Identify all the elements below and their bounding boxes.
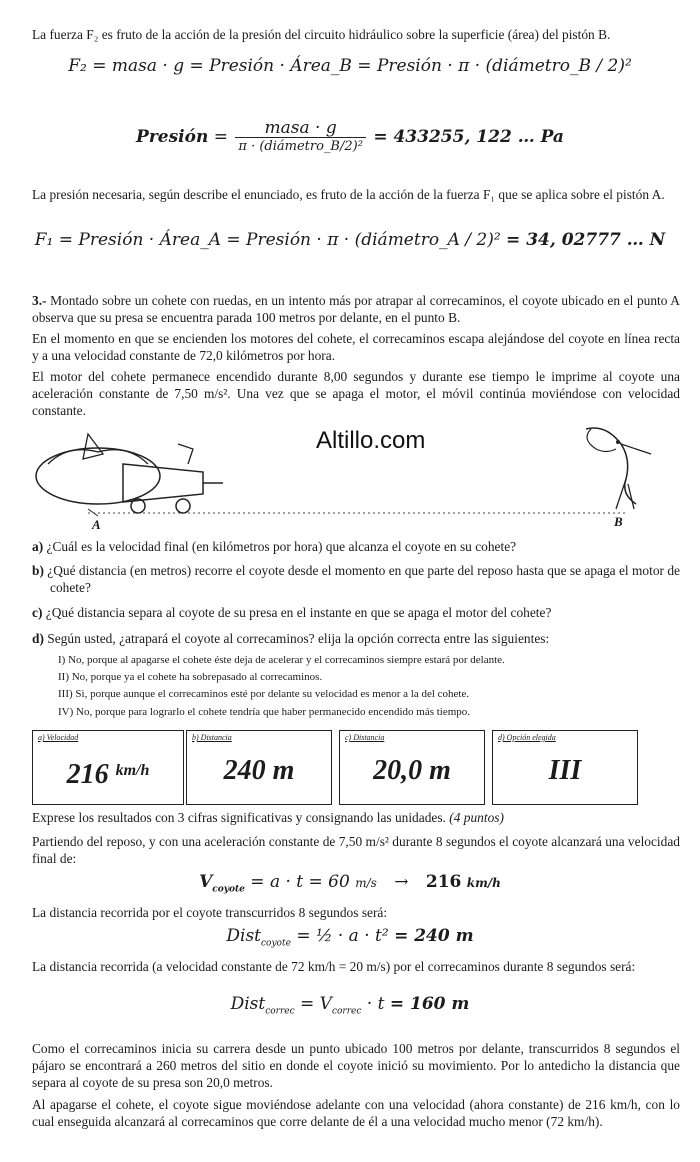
question-d xyxy=(32,630,680,647)
answer-box-a xyxy=(32,730,184,805)
answer-b-value: 240 m xyxy=(223,755,295,786)
eq1-unit2: km/h xyxy=(466,876,501,890)
eq2-result: = 240 m xyxy=(394,926,474,946)
answer-box-c xyxy=(339,730,485,805)
solution-s2: La distancia recorrida por el coyote transcurridos 8 segundos será: xyxy=(32,905,388,920)
answer-a-value xyxy=(33,751,183,795)
instructions xyxy=(32,809,680,826)
eq3-mid2: · t xyxy=(366,994,385,1014)
question-b-text: ¿Qué distancia (en metros) recorre el coyote desde el momento en que parte del reposo hasta que se apaga el motor de cohete? xyxy=(47,563,680,595)
presion-denominator: π · (diámetro_B/2)² xyxy=(238,139,363,154)
option-iii: III) Si, porque aunque el correcaminos esté por delante su velocidad es menor a la del cohete. xyxy=(58,688,470,700)
eq1-mid: = a · t = 60 xyxy=(250,872,350,892)
answer-d-value: III xyxy=(548,755,582,786)
eq1-lhs: V xyxy=(199,872,213,892)
answer-box-b xyxy=(186,730,332,805)
equation-presion: Presión = $\frac{\text{masa · g}}{\text{π · (diámetro\_B/2)²}}$ = 433255, 122 … Pa xyxy=(136,118,564,154)
eq2-mid: = ½ · a · t² xyxy=(296,926,389,946)
eq3-lhs: Dist xyxy=(230,994,266,1014)
answer-a-label: a) Velocidad xyxy=(38,733,79,742)
eq1-sub: coyote xyxy=(212,884,245,895)
point-b-label: B xyxy=(614,514,623,529)
solution-s4: Como el correcaminos inicia su carrera desde un punto ubicado 100 metros por delante, transcurridos 8 segundos el pájaro se encontrará a 260 metros del sitio en donde el coyote inició su movimiento. Por lo antedicho la distancia que separa al coyote de su presa son 20,0 metros. xyxy=(32,1041,680,1090)
equation-f1-result: = 34, 02777 … N xyxy=(506,230,666,250)
answer-a-unit: km/h xyxy=(115,762,150,779)
answer-box-d xyxy=(492,730,638,805)
question-c-text: ¿Qué distancia separa al coyote de su presa en el instante en que se apaga el motor del cohete? xyxy=(45,605,552,620)
roadrunner-illustration xyxy=(576,424,656,514)
equation-f1-text: F₁ = Presión · Área_A = Presión · π · (diámetro_A / 2)² xyxy=(34,230,501,250)
presion-numerator: masa · g xyxy=(235,120,366,138)
coyote-rocket-illustration xyxy=(28,424,238,519)
answer-a-number: 216 xyxy=(66,759,109,790)
answer-c-value: 20,0 m xyxy=(373,755,451,786)
option-i: I) No, porque al apagarse el cohete éste deja de acelerar y el correcaminos siempre estará por delante. xyxy=(58,654,505,666)
question-c xyxy=(32,604,680,621)
question-a-label: a) xyxy=(32,539,44,554)
presion-lhs: Presión xyxy=(136,127,209,147)
solution-s3: La distancia recorrida (a velocidad constante de 72 km/h = 20 m/s) por el correcaminos durante 8 segundos será: xyxy=(32,959,636,974)
question-d-text: Según usted, ¿atrapará el coyote al correcaminos? elija la opción correcta entre las siguientes: xyxy=(47,631,550,646)
intro-text: La fuerza F₂ es fruto de la acción de la presión del circuito hidráulico sobre la superficie (área) del pistón B. xyxy=(32,27,611,42)
eq3-sub2: correc xyxy=(331,1006,362,1017)
instructions-text: Exprese los resultados con 3 cifras significativas y consignando las unidades. xyxy=(32,810,446,825)
equation-f2-text: F₂ = masa · g = Presión · Área_B = Presión · π · (diámetro_B / 2)² xyxy=(68,56,632,76)
answer-d-label: d) Opción elegida xyxy=(498,733,556,742)
question-d-label: d) xyxy=(32,631,44,646)
presion-fraction xyxy=(235,120,366,155)
eq3-mid: = V xyxy=(300,994,332,1014)
option-ii: II) No, porque ya el cohete ha sobrepasado al correcaminos. xyxy=(58,671,323,683)
solution-s5: Al apagarse el cohete, el coyote sigue moviéndose adelante con una velocidad (ahora constante) de 216 km/h, con lo cual enseguida alcanzará al correcaminos que corre delante de él a una velocidad mucho menor (72 km/h). xyxy=(32,1097,680,1129)
solution-eq1 xyxy=(0,872,700,895)
answer-c-label: c) Distancia xyxy=(345,733,385,742)
eq3-result: = 160 m xyxy=(389,994,470,1014)
eq1-result: 216 xyxy=(425,872,462,892)
point-a-label: A xyxy=(92,517,101,532)
question-a xyxy=(32,538,680,555)
option-iv: IV) No, porque para lograrlo el cohete tendría que haber permanecido encendido más tiempo. xyxy=(58,706,471,718)
eq2-sub: coyote xyxy=(261,938,291,949)
solution-eq3 xyxy=(0,994,700,1017)
question-b-label: b) xyxy=(32,563,44,578)
problem-paragraph-1 xyxy=(32,292,680,326)
problem-p1: Montado sobre un cohete con ruedas, en un intento más por atrapar al correcaminos, el coyote ubicado en el punto A observa que su presa se encuentra parada 100 metros por delante, en el punto B. xyxy=(32,293,680,325)
question-b xyxy=(32,562,680,596)
solution-eq2 xyxy=(0,926,700,949)
presion-result: = 433255, 122 … Pa xyxy=(373,127,564,147)
question-a-text: ¿Cuál es la velocidad final (en kilómetros por hora) que alcanza el coyote en su cohete? xyxy=(46,539,517,554)
presion-paragraph: La presión necesaria, según describe el enunciado, es fruto de la acción de la fuerza F₁ que se aplica sobre el pistón A. xyxy=(32,187,665,202)
eq3-sub: correc xyxy=(265,1006,295,1017)
equation-f1 xyxy=(0,232,700,249)
equation-f2 xyxy=(0,58,700,75)
problem-paragraph-2: En el momento en que se encienden los motores del cohete, el correcaminos escapa alejándose del coyote en línea recta y a una velocidad constante de 72,0 kilómetros por hora. xyxy=(32,331,680,363)
instructions-points: (4 puntos) xyxy=(449,810,504,825)
problem-number: 3.- xyxy=(32,293,47,308)
question-c-label: c) xyxy=(32,605,43,620)
eq1-arrow: → xyxy=(394,872,409,892)
watermark: Altillo.com xyxy=(316,427,426,454)
solution-s1: Partiendo del reposo, y con una aceleración constante de 7,50 m/s² durante 8 segundos el coyote alcanzará una velocidad final de: xyxy=(32,834,680,866)
eq2-lhs: Dist xyxy=(226,926,261,946)
problem-paragraph-3: El motor del cohete permanece encendido durante 8,00 segundos y durante ese tiempo le imprime al coyote una aceleración constante de 7,50 m/s². Una vez que se apaga el motor, el móvil continúa moviéndose con velocidad constante. xyxy=(32,369,680,418)
eq1-unit1: m/s xyxy=(355,876,377,890)
answer-b-label: b) Distancia xyxy=(192,733,232,742)
